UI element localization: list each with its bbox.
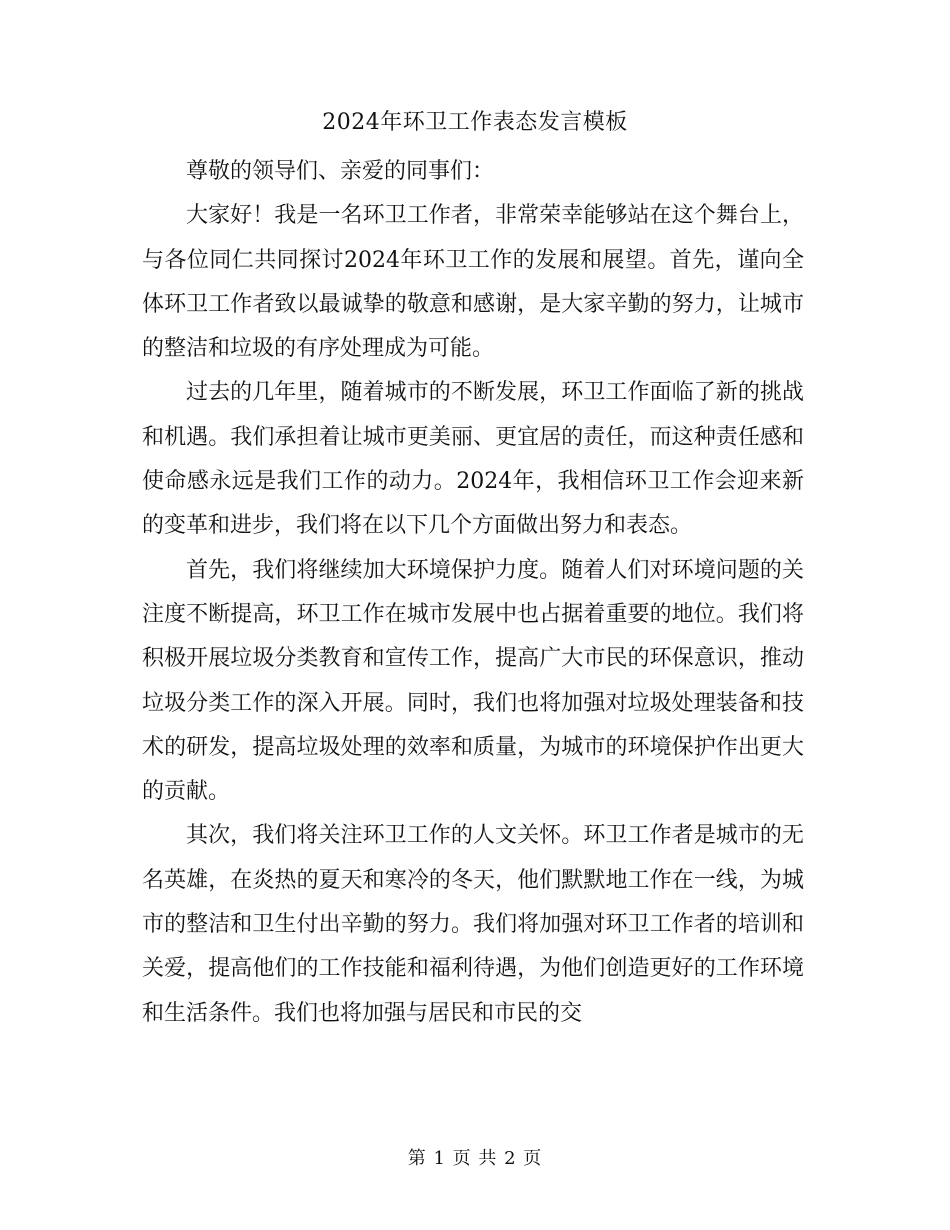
- paragraph-humanistic-care: 其次，我们将关注环卫工作的人文关怀。环卫工作者是城市的无名英雄，在炎热的夏天和寒冷的冬天，他们默默地工作在一线，为城市的整洁和卫生付出辛勤的努力。我们将加强对环卫工作者的培训和关爱，提高他们的工作技能和福利待遇，为他们创造更好的工作环境和生活条件。我们也将加强与居民和市民的交: [142, 823, 804, 1026]
- paragraph-environment: 首先，我们将继续加大环境保护力度。随着人们对环境问题的关注度不断提高，环卫工作在城市发展中也占据着重要的地位。我们将积极开展垃圾分类教育和宣传工作，提高广大市民的环保意识，推动垃圾分类工作的深入开展。同时，我们也将加强对垃圾处理装备和技术的研发，提高垃圾处理的效率和质量，为城市的环境保护作出更大的贡献。: [142, 557, 804, 805]
- paragraph-greeting: 大家好！我是一名环卫工作者，非常荣幸能够站在这个舞台上，与各位同仁共同探讨2024年环卫工作的发展和展望。首先，谨向全体环卫工作者致以最诚挚的敬意和感谢，是大家辛勤的努力，让城市的整洁和垃圾的有序处理成为可能。: [142, 203, 804, 362]
- paragraph-salutation: 尊敬的领导们、亲爱的同事们：: [186, 159, 495, 184]
- page-footer: 第 1 页 共 2 页: [407, 1148, 543, 1169]
- document-body: [142, 150, 804, 1036]
- paragraph-past-years: 过去的几年里，随着城市的不断发展，环卫工作面临了新的挑战和机遇。我们承担着让城市更美丽、更宜居的责任，而这种责任感和使命感永远是我们工作的动力。2024年，我相信环卫工作会迎来新的变革和进步，我们将在以下几个方面做出努力和表态。: [142, 380, 804, 539]
- document-title: 2024年环卫工作表态发言模板: [322, 110, 628, 135]
